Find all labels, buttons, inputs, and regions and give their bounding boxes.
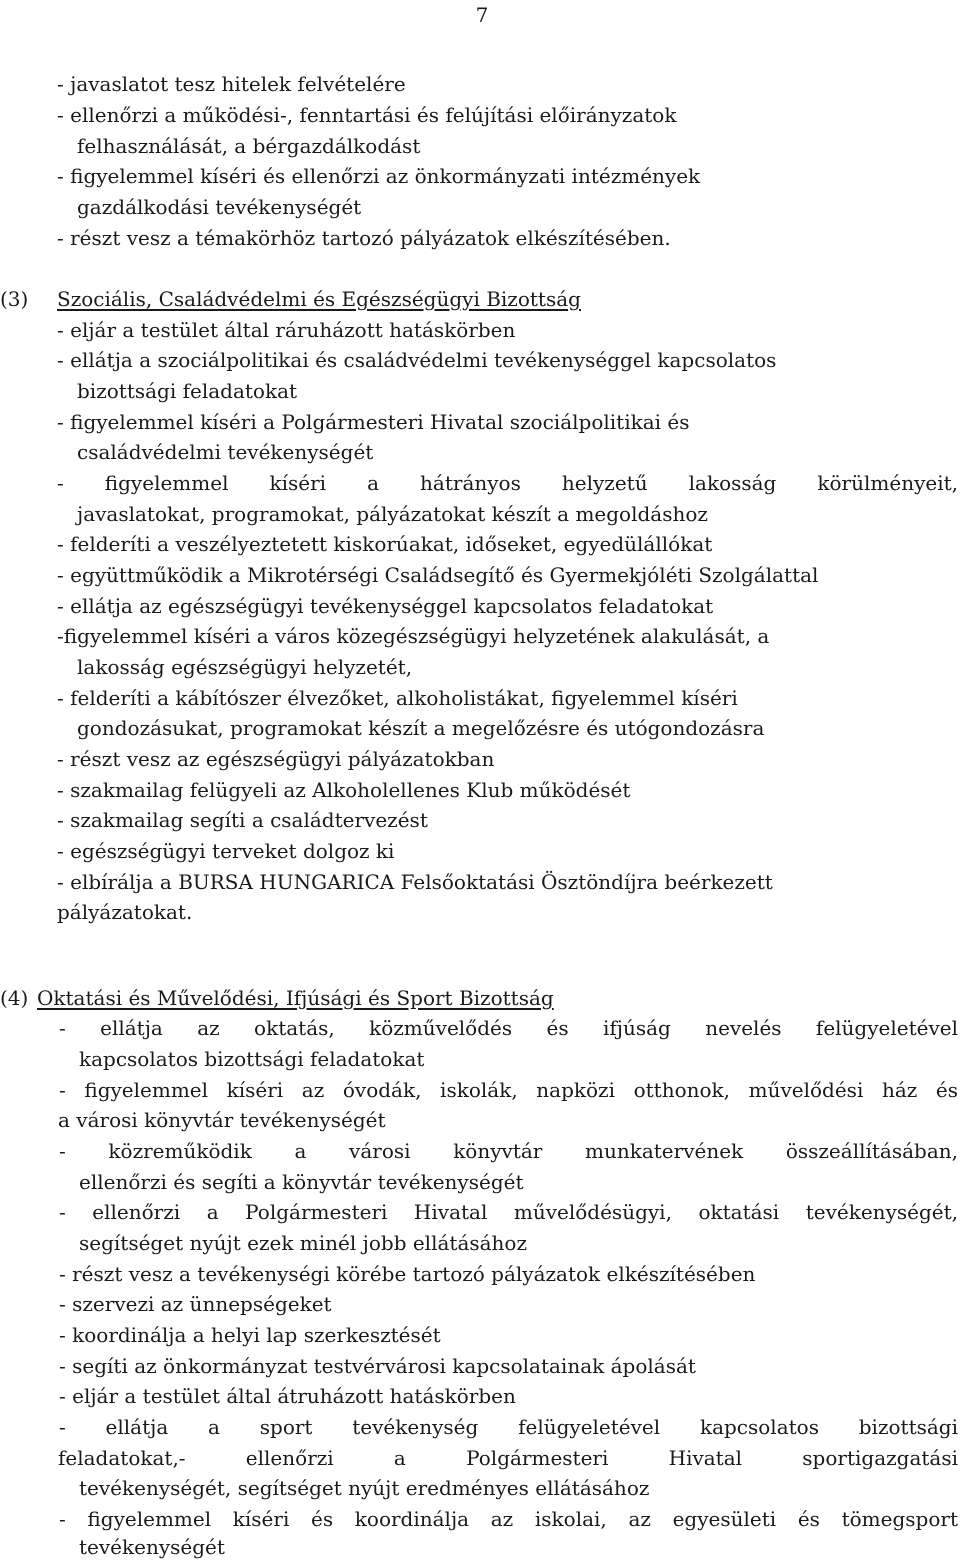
list-item: - segíti az önkormányzat testvérvárosi kapcsolatainak ápolását [59, 1354, 696, 1378]
list-item: ellenőrzi és segíti a könyvtár tevékenységét [79, 1170, 524, 1194]
list-item: tevékenységét, segítséget nyújt eredményes ellátásához [79, 1476, 650, 1500]
list-item: - figyelemmel kíséri és ellenőrzi az önkormányzati intézmények [57, 164, 701, 188]
list-item: tevékenységét [79, 1535, 225, 1559]
list-item: lakosság egészségügyi helyzetét, [77, 655, 413, 679]
list-item: - szakmailag felügyeli az Alkoholellenes Klub működését [57, 778, 631, 802]
list-item: családvédelmi tevékenységét [77, 440, 374, 464]
list-item: kapcsolatos bizottsági feladatokat [79, 1047, 425, 1071]
list-item: - ellátja az oktatás, közművelődés és ifjúság nevelés felügyeletével [59, 1016, 958, 1040]
list-item: a városi könyvtár tevékenységét [58, 1108, 386, 1132]
page-number: 7 [475, 3, 489, 27]
list-item: - eljár a testület által átruházott hatáskörben [59, 1384, 516, 1408]
list-item: - felderíti a kábítószer élvezőket, alkoholistákat, figyelemmel kíséri [57, 686, 738, 710]
list-item: - ellenőrzi a működési-, fenntartási és felújítási előirányzatok [57, 103, 677, 127]
list-item: - együttműködik a Mikrotérségi Családsegítő és Gyermekjóléti Szolgálattal [57, 563, 819, 587]
list-item: pályázatokat. [57, 900, 193, 924]
list-item: - részt vesz az egészségügyi pályázatokban [57, 747, 495, 771]
list-item: -figyelemmel kíséri a város közegészségügyi helyzetének alakulását, a [57, 624, 770, 648]
list-item: - szervezi az ünnepségeket [59, 1292, 332, 1316]
list-item: segítséget nyújt ezek minél jobb ellátásához [79, 1231, 528, 1255]
list-item: - eljár a testület által ráruházott hatáskörben [57, 318, 516, 342]
list-item: bizottsági feladatokat [77, 379, 298, 403]
list-item: - javaslatot tesz hitelek felvételére [57, 72, 406, 96]
list-item: - egészségügyi terveket dolgoz ki [57, 839, 395, 863]
list-item: - elbírálja a BURSA HUNGARICA Felsőoktatási Ösztöndíjra beérkezett [57, 870, 773, 894]
list-item: gazdálkodási tevékenységét [77, 195, 362, 219]
list-item: - részt vesz a tevékenységi körébe tartozó pályázatok elkészítésében [59, 1262, 756, 1286]
list-item: - ellátja a sport tevékenység felügyeletével kapcsolatos bizottsági [59, 1415, 958, 1439]
list-item: - koordinálja a helyi lap szerkesztését [59, 1323, 441, 1347]
section-title: Oktatási és Művelődési, Ifjúsági és Sport Bizottság [37, 986, 554, 1010]
list-item: - figyelemmel kíséri a hátrányos helyzetű lakosság körülményeit, [57, 471, 958, 495]
list-item: javaslatokat, programokat, pályázatokat készít a megoldáshoz [77, 502, 708, 526]
list-item: - ellenőrzi a Polgármesteri Hivatal művelődésügyi, oktatási tevékenységét, [59, 1200, 958, 1224]
section-title: Szociális, Családvédelmi és Egészségügyi Bizottság [57, 287, 581, 311]
list-item: - felderíti a veszélyeztetett kiskorúakat, időseket, egyedülállókat [57, 532, 713, 556]
list-item: felhasználását, a bérgazdálkodást [77, 134, 421, 158]
list-item: gondozásukat, programokat készít a megelőzésre és utógondozásra [77, 716, 765, 740]
list-item: - figyelemmel kíséri és koordinálja az iskolai, az egyesületi és tömegsport [59, 1507, 958, 1531]
list-item: - ellátja a szociálpolitikai és családvédelmi tevékenységgel kapcsolatos [57, 348, 777, 372]
list-item: - részt vesz a témakörhöz tartozó pályázatok elkészítésében. [57, 226, 671, 250]
list-item: feladatokat,- ellenőrzi a Polgármesteri Hivatal sportigazgatási [58, 1446, 958, 1470]
list-item: - figyelemmel kíséri az óvodák, iskolák, napközi otthonok, művelődési ház és [59, 1078, 958, 1102]
section-number: (3) [0, 287, 29, 311]
section-number: (4) [0, 986, 29, 1010]
list-item: - szakmailag segíti a családtervezést [57, 808, 428, 832]
list-item: - ellátja az egészségügyi tevékenységgel kapcsolatos feladatokat [57, 594, 714, 618]
list-item: - közreműködik a városi könyvtár munkatervének összeállításában, [59, 1139, 958, 1163]
list-item: - figyelemmel kíséri a Polgármesteri Hivatal szociálpolitikai és [57, 410, 690, 434]
